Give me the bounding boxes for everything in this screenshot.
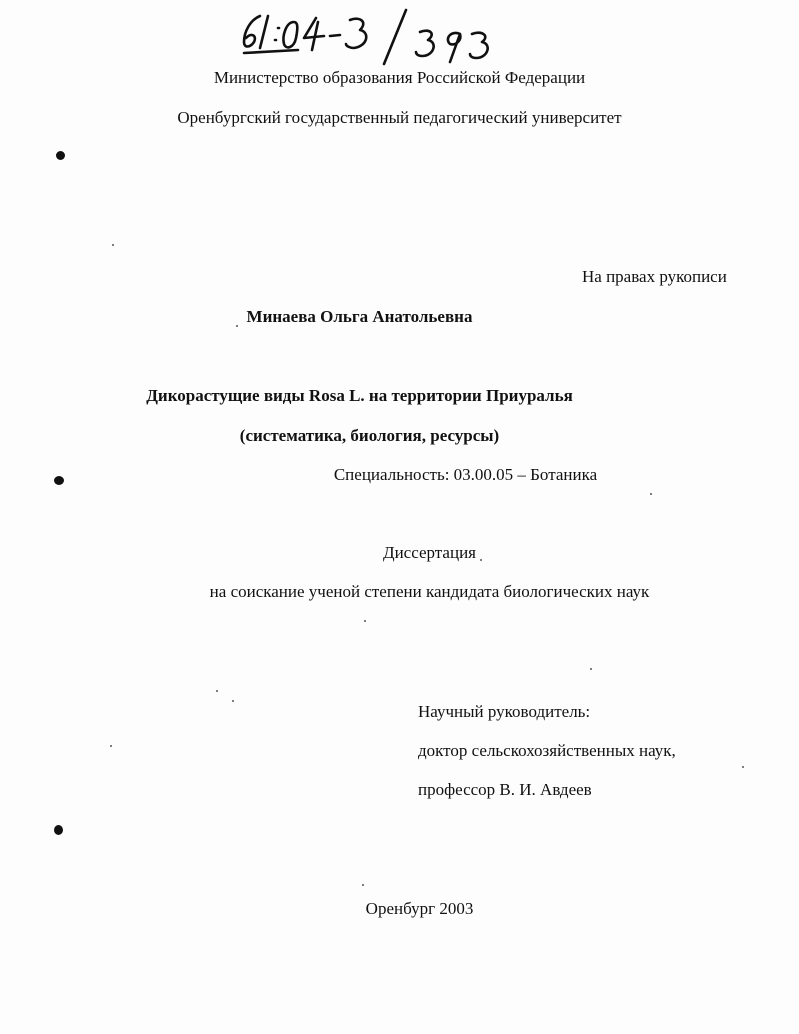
scan-speck: [236, 325, 238, 327]
handwritten-archive-mark-drawing: [238, 6, 508, 68]
ministry-line: Министерство образования Российской Федерации: [213, 68, 586, 87]
scan-speck: [362, 884, 364, 886]
punch-hole-mark: [54, 825, 63, 835]
scan-speck: [480, 559, 482, 561]
punch-hole-mark: [56, 151, 65, 160]
thesis-title-line-1: Дикорастущие виды Rosa L. на территории Приуралья: [146, 386, 573, 405]
scan-speck: [590, 668, 592, 670]
place-year-line: Оренбург 2003: [365, 899, 474, 918]
scan-speck: [232, 700, 234, 702]
scan-speck: [364, 620, 366, 622]
supervisor-name: профессор В. И. Авдеев: [418, 780, 592, 799]
thesis-title-line-2: (систематика, биология, ресурсы): [239, 426, 500, 445]
scan-speck: [112, 244, 114, 246]
manuscript-rights-line: На правах рукописи: [582, 267, 727, 286]
scan-speck: [216, 690, 218, 692]
document-type: Диссертация: [382, 543, 476, 562]
handwritten-archive-mark: [238, 6, 508, 68]
author-name: Минаева Ольга Анатольевна: [246, 307, 473, 326]
scan-speck: [650, 493, 652, 495]
degree-line: на соискание ученой степени кандидата биологических наук: [209, 582, 650, 601]
scan-speck: [742, 766, 744, 768]
supervisor-degree: доктор сельскохозяйственных наук,: [418, 741, 676, 760]
supervisor-label: Научный руководитель:: [418, 702, 591, 721]
scan-speck: [110, 745, 112, 747]
university-line: Оренбургский государственный педагогический университет: [177, 108, 622, 127]
specialty-line: Специальность: 03.00.05 – Ботаника: [333, 465, 598, 484]
punch-hole-mark: [54, 476, 64, 485]
